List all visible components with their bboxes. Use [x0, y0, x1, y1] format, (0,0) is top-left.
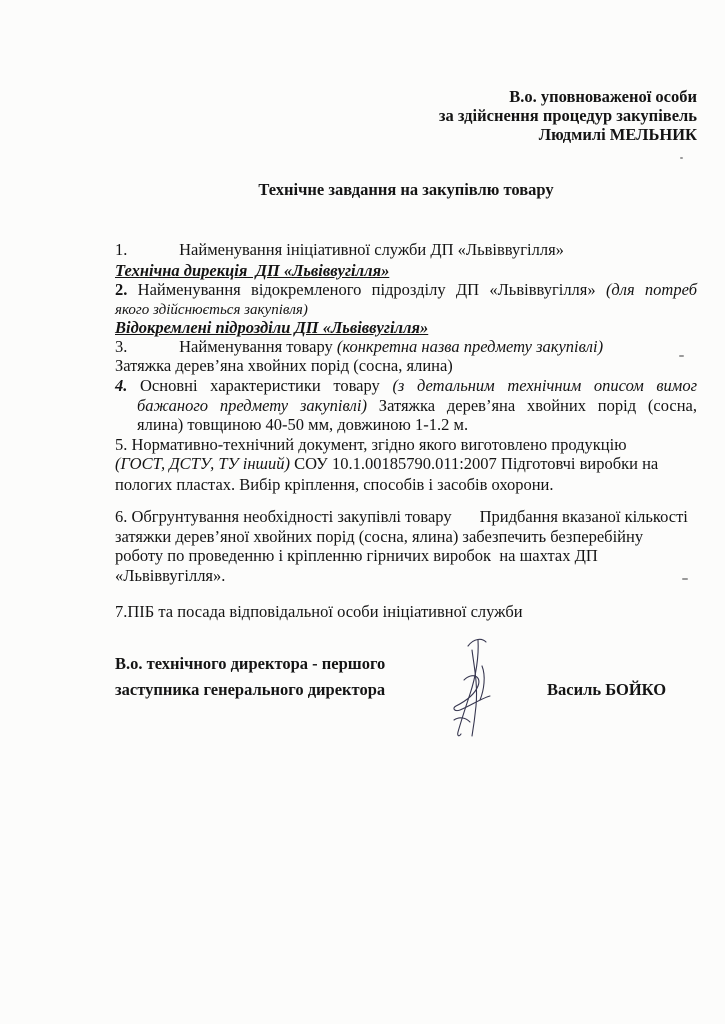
- item-3-line: [115, 337, 697, 357]
- addressee-line-3: Людмилі МЕЛЬНИК: [538, 125, 697, 144]
- item-7-label: ПІБ та посада відповідальної особи ініціативної служби: [127, 602, 523, 621]
- item-1-line: [115, 240, 697, 260]
- document-title: Технічне завдання на закупівлю товару: [258, 180, 554, 199]
- item-6-answer-line-1: Придбання вказаної кількості: [479, 507, 688, 526]
- scan-speck: [682, 578, 688, 580]
- item-3-hint: (конкретна назва предмету закупівлі): [336, 337, 604, 356]
- signatory-name: Василь БОЙКО: [547, 680, 667, 699]
- item-1-number: 1.: [115, 240, 128, 259]
- item-4-answer-line-1: Затяжка дерев’яна хвойних порід (сосна,: [378, 396, 698, 415]
- item-5-line-1: [115, 435, 697, 455]
- item-3-answer-line: [115, 356, 697, 376]
- item-6-answer-line-2: затяжки дерев’яної хвойних порід (сосна, ялина) забезпечить безперебійну: [115, 527, 644, 546]
- signatory-position-line-2: заступника генерального директора: [115, 680, 386, 699]
- item-3-label: Найменування товару: [179, 337, 333, 356]
- item-2-line-1: [115, 280, 697, 300]
- item-5-number: 5.: [115, 435, 128, 454]
- item-4-answer-line-2: ялина) товщиною 40-50 мм, довжиною 1-1.2 м.: [137, 415, 469, 434]
- item-5-hint: (ГОСТ, ДСТУ, ТУ інший): [115, 454, 291, 473]
- scan-speck: [680, 157, 683, 159]
- item-6-line-2: [115, 527, 697, 547]
- item-6-line-1: [115, 507, 697, 527]
- item-7-line: [115, 602, 697, 622]
- item-6-answer-line-4: «Львіввугілля».: [115, 566, 226, 585]
- item-4-line-3: [137, 415, 697, 435]
- item-4-hint-line-2: бажаного предмету закупівлі): [137, 396, 367, 415]
- item-3-number: 3.: [115, 337, 128, 356]
- item-2-answer-line: [115, 318, 697, 338]
- addressee-line-1: В.о. уповноваженої особи: [509, 87, 697, 106]
- item-2-line-2: [115, 299, 697, 319]
- item-2-answer: Відокремлені підрозділи ДП «Львіввугілля»: [115, 318, 429, 337]
- item-4-line-1: [115, 376, 697, 396]
- item-6-label: Обгрунтування необхідності закупівлі товару: [131, 507, 452, 526]
- handwritten-signature: [448, 636, 500, 740]
- item-6-number: 6.: [115, 507, 128, 526]
- item-4-line-2: [137, 396, 697, 416]
- item-6-answer-line-3: роботу по проведенню і кріпленню гірничих виробок на шахтах ДП: [115, 546, 598, 565]
- item-5-answer-line-2: пологих пластах. Вибір кріплення, способів і засобів охорони.: [115, 475, 554, 494]
- item-1-answer-line: [115, 261, 697, 281]
- item-3-answer: Затяжка дерев’яна хвойних порід (сосна, ялина): [115, 356, 453, 375]
- item-1-label: Найменування ініціативної служби ДП «Львіввугілля»: [179, 240, 564, 259]
- item-2-number: 2.: [115, 280, 128, 299]
- item-5-line-3: [115, 475, 697, 495]
- item-1-answer: Технічна дирекція ДП «Львіввугілля»: [115, 261, 390, 280]
- item-6-line-3: [115, 546, 697, 566]
- item-5-line-2: [115, 454, 697, 474]
- item-4-label: Основні характеристики товару: [140, 376, 380, 395]
- addressee-line-2: за здійснення процедур закупівель: [438, 106, 697, 125]
- item-7-number: 7.: [115, 602, 128, 621]
- item-2-hint-line-2: якого здійснюється закупівля): [115, 302, 308, 318]
- item-2-label: Найменування відокремленого підрозділу ДП «Львіввугілля»: [137, 280, 596, 299]
- item-4-hint-line-1: (з детальним технічним описом вимог: [392, 376, 698, 395]
- item-5-answer-line-1: СОУ 10.1.00185790.011:2007 Підготовчі виробки на: [294, 454, 659, 473]
- item-2-hint-line-1: (для потреб: [605, 280, 698, 299]
- item-5-label: Нормативно-технічний документ, згідно якого виготовлено продукцію: [131, 435, 627, 454]
- signatory-position-line-1: В.о. технічного директора - першого: [115, 654, 386, 673]
- item-6-line-4: [115, 566, 697, 586]
- item-4-number: 4.: [115, 376, 128, 395]
